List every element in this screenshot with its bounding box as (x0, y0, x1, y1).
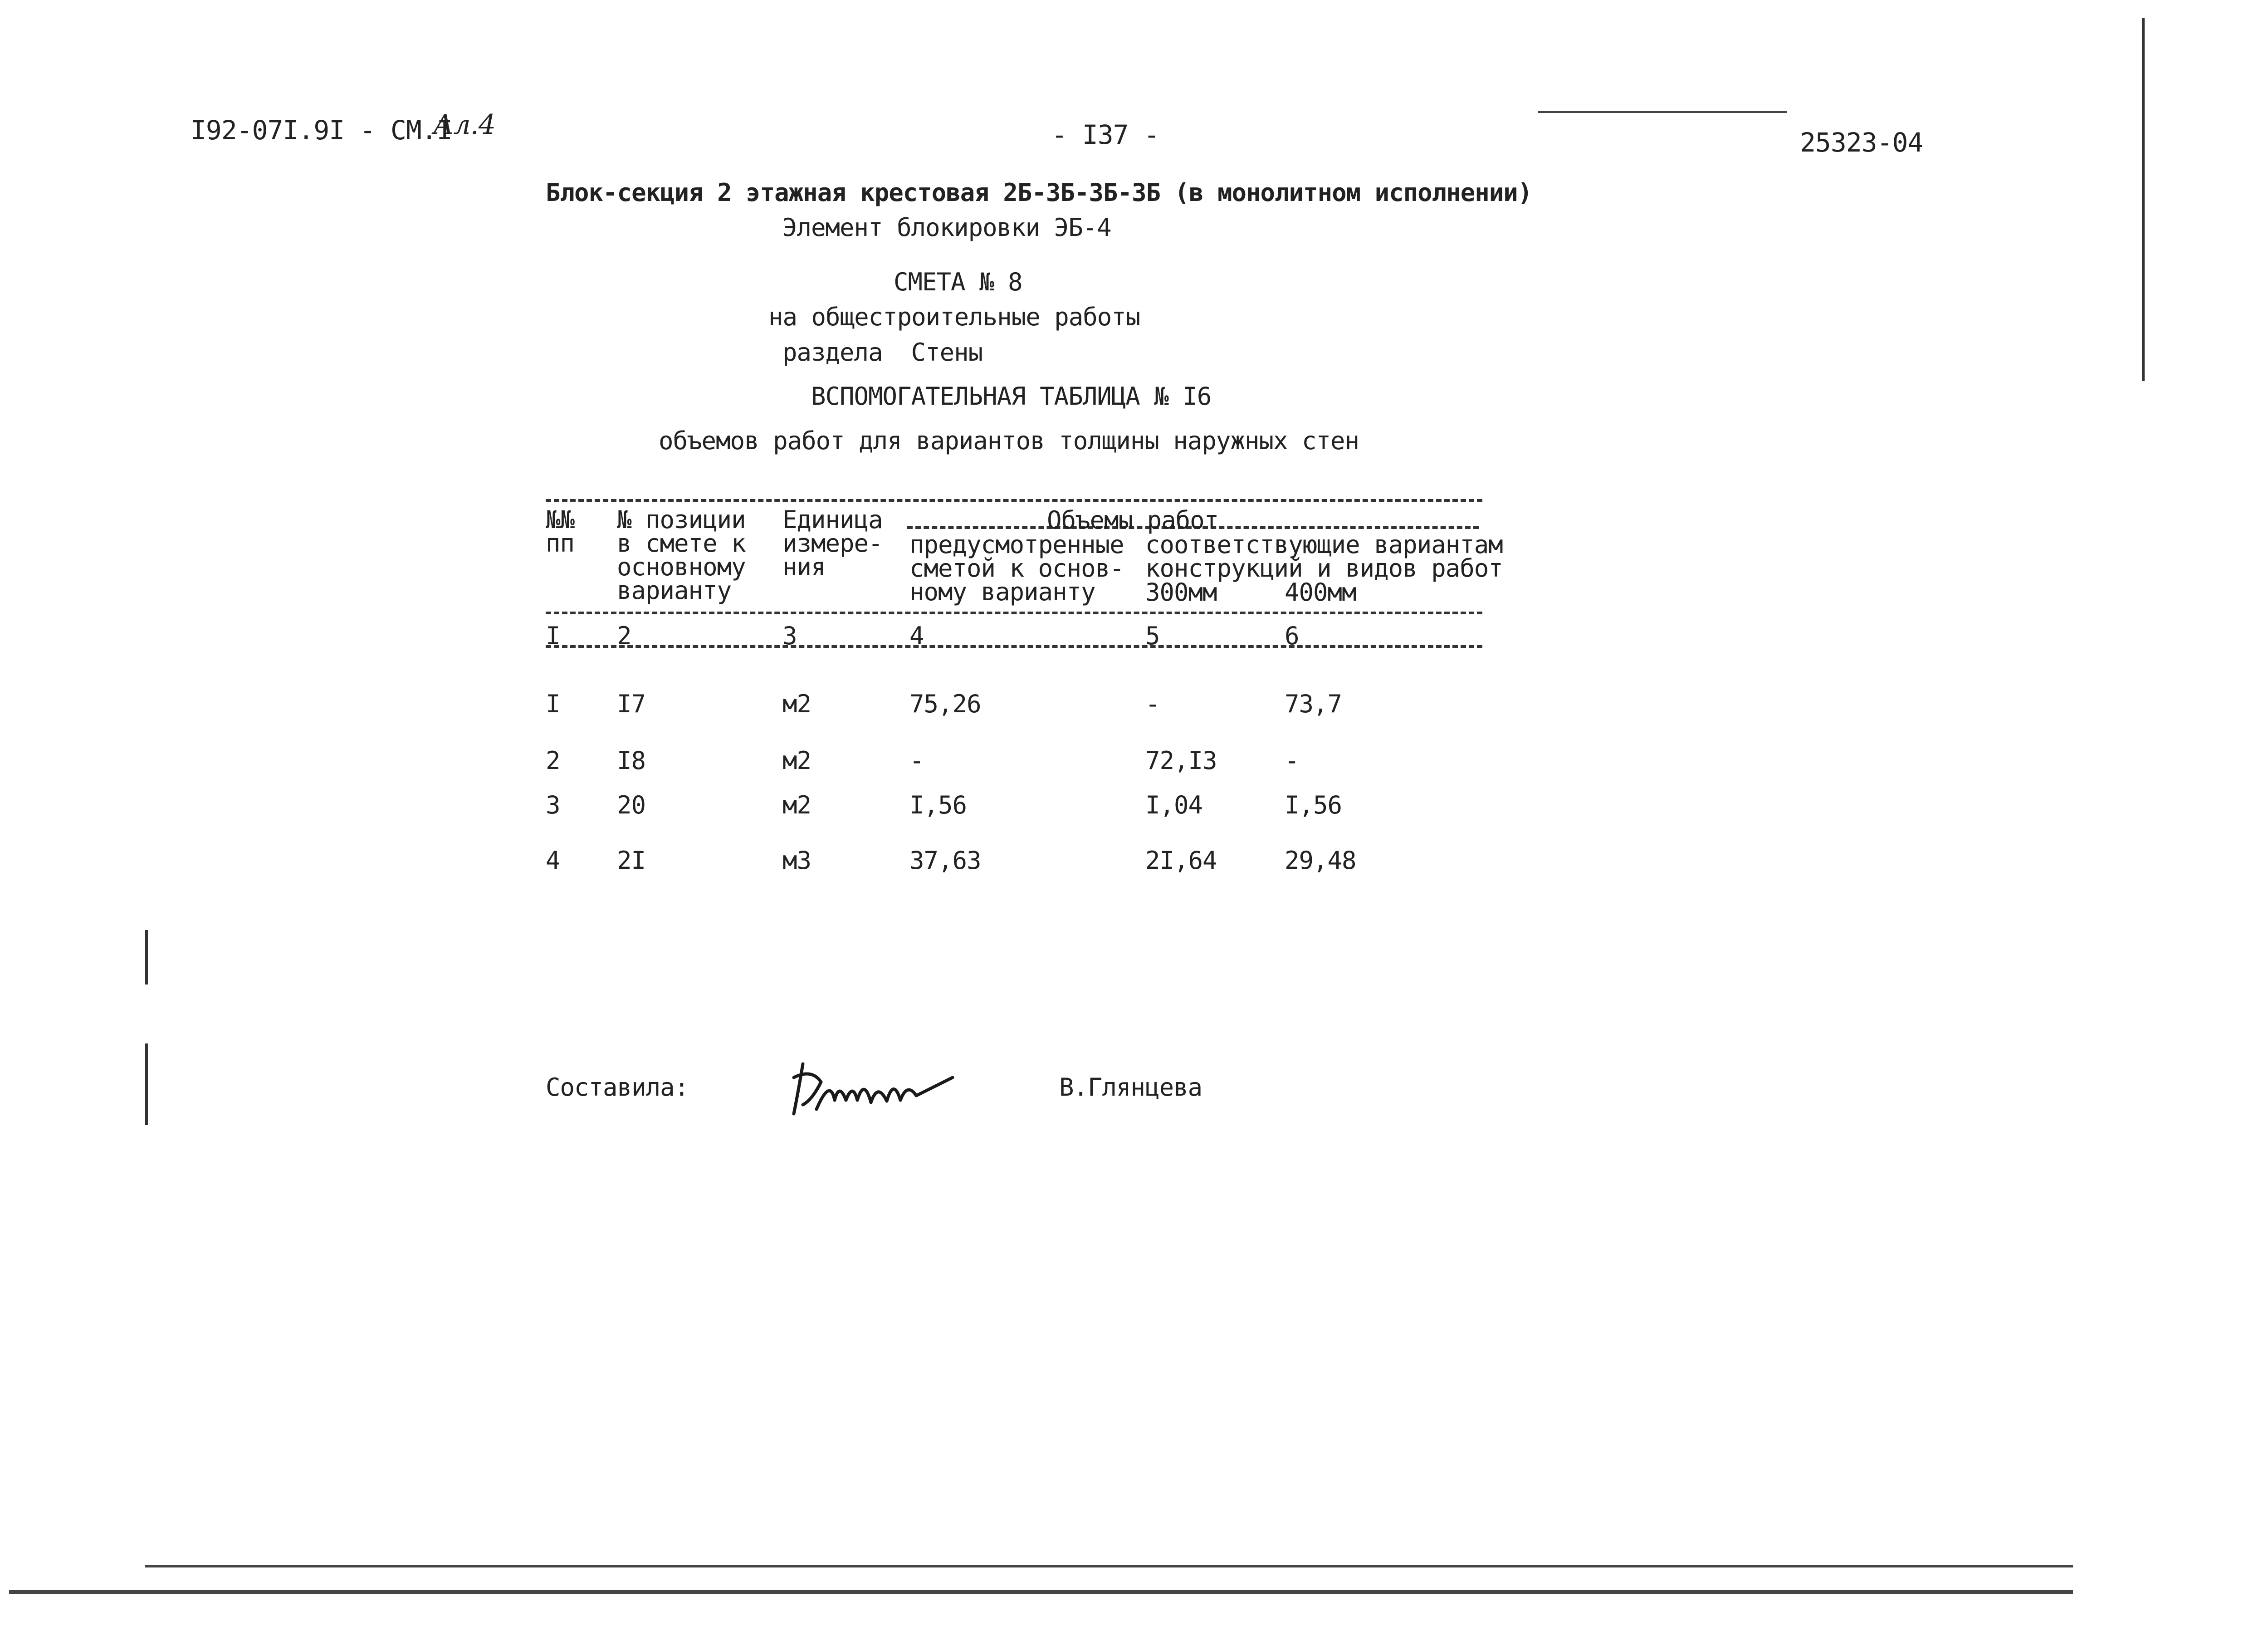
element-title: Элемент блокировки ЭБ-4 (782, 213, 1111, 242)
compiled-label: Составила: (546, 1073, 689, 1102)
left-binding-mark (145, 930, 148, 984)
table-cell: 2I (617, 846, 646, 875)
table-cell: I,04 (1145, 791, 1203, 819)
header-bottom-rule (546, 612, 1482, 614)
table-cell: 2 (546, 746, 560, 775)
table-cell: 37,63 (909, 846, 981, 875)
table-cell: 73,7 (1285, 690, 1342, 718)
header-variants: соответствующие вариантам конструкций и видов работ (1145, 530, 1503, 583)
smeta-title: СМЕТА № 8 (894, 268, 1022, 296)
table-top-rule (546, 499, 1482, 502)
table-cell: 29,48 (1285, 846, 1356, 875)
table-cell: м2 (782, 791, 811, 819)
table-cell: м2 (782, 690, 811, 718)
table-cell: I7 (617, 690, 646, 718)
aux-table-title: ВСПОМОГАТЕЛЬНАЯ ТАБЛИЦА № I6 (811, 382, 1212, 411)
works-title: на общестроительные работы (768, 303, 1140, 331)
header-col1: №№ пп (546, 505, 575, 558)
table-cell: - (1285, 746, 1299, 775)
table-subtitle: объемов работ для вариантов толщины наружных стен (659, 426, 1359, 455)
sheet-mark: Ал.4 (433, 109, 495, 141)
right-frame-line (2142, 18, 2145, 381)
table-cell: м3 (782, 846, 811, 875)
table-cell: - (1145, 690, 1160, 718)
doc-title: Блок-секция 2 этажная крестовая 2Б-3Б-3Б-3Б (в монолитном исполнении) (546, 178, 1532, 207)
section-title: раздела Стены (782, 338, 983, 367)
col-number-6: 6 (1285, 622, 1299, 650)
inventory-number: 25323-04 (1800, 127, 1923, 158)
table-cell: 4 (546, 846, 560, 875)
table-cell: 3 (546, 791, 560, 819)
header-col2: № позиции в смете к основному варианту (617, 505, 746, 605)
col-number-1: I (546, 622, 560, 650)
header-col6: 400мм (1285, 578, 1356, 607)
left-binding-mark (145, 1043, 148, 1125)
table-cell: I,56 (909, 791, 967, 819)
col-number-5: 5 (1145, 622, 1160, 650)
header-col5: 300мм (1145, 578, 1217, 607)
page-edge-line (9, 1590, 2073, 1594)
table-cell: 2I,64 (1145, 846, 1217, 875)
table-cell: - (909, 746, 924, 775)
table-cell: I,56 (1285, 791, 1342, 819)
col-number-2: 2 (617, 622, 631, 650)
table-cell: I (546, 690, 560, 718)
header-col4: предусмотренные сметой к основ- ному варианту (909, 530, 1124, 606)
page-number: - I37 - (1051, 119, 1159, 150)
table-cell: 72,I3 (1145, 746, 1217, 775)
table-cell: I8 (617, 746, 646, 775)
header-volumes: Объемы работ (1047, 506, 1219, 534)
table-cell: 75,26 (909, 690, 981, 718)
col-number-rule (546, 645, 1482, 648)
col-number-3: 3 (782, 622, 797, 650)
table-cell: 20 (617, 791, 646, 819)
header-rule (1538, 111, 1787, 113)
table-cell: м2 (782, 746, 811, 775)
compiler-name: В.Глянцева (1059, 1073, 1202, 1102)
bottom-frame-line (145, 1565, 2073, 1567)
document-code: I92-07I.9I - СМ.I (191, 115, 452, 146)
signature (785, 1050, 966, 1123)
col-number-4: 4 (909, 622, 924, 650)
header-col3: Единица измере- ния (782, 505, 883, 581)
